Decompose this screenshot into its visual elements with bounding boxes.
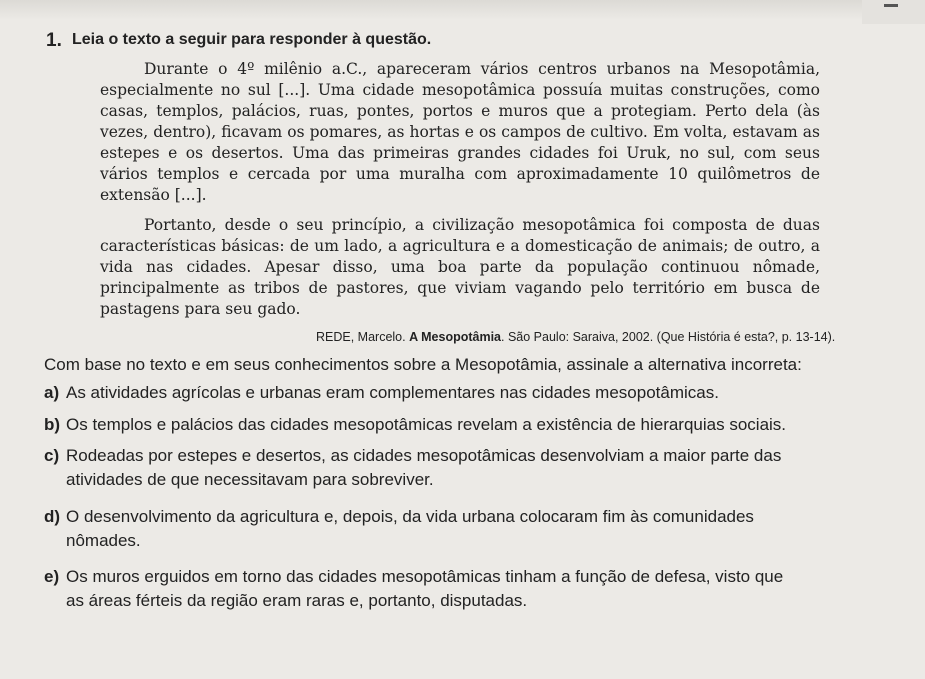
passage-paragraph-2: Portanto, desde o seu princípio, a civilização mesopotâmica foi composta de duas características básicas: de um lado, a agricultura e a domesticação de animais; de outro, a vida nas cidades. Apesar disso, uma boa parte da população continuou nômade, principalmente as tribos de pastores, que viviam vagando pelo território em busca de pastagens para seu gado.	[100, 216, 820, 318]
option-text-continued: as áreas férteis da região eram raras e, portanto, disputadas.	[66, 591, 528, 610]
option-letter: e)	[44, 567, 60, 586]
question-number: 1.	[46, 30, 62, 51]
corner-mark	[862, 0, 925, 24]
option-letter: d)	[44, 507, 61, 526]
source-title: A Mesopotâmia	[409, 330, 502, 344]
option-text: Os muros erguidos em torno das cidades mesopotâmicas tinham a função de defesa, visto que	[66, 567, 784, 586]
question-intro: Leia o texto a seguir para responder à questão.	[72, 31, 432, 48]
source-details: . São Paulo: Saraiva, 2002. (Que História é esta?, p. 13-14).	[501, 330, 836, 344]
previous-page-edge	[0, 0, 925, 20]
option-text: O desenvolvimento da agricultura e, depois, da vida urbana colocaram fim às comunidades	[66, 507, 754, 526]
option-letter: a)	[44, 383, 60, 402]
source-citation	[316, 330, 835, 344]
option-b[interactable]	[44, 413, 889, 437]
option-text: Os templos e palácios das cidades mesopotâmicas revelam a existência de hierarquias sociais.	[66, 415, 787, 434]
option-a[interactable]	[44, 381, 889, 405]
option-text: As atividades agrícolas e urbanas eram complementares nas cidades mesopotâmicas.	[66, 383, 719, 402]
option-e[interactable]	[44, 565, 889, 613]
option-text: Rodeadas por estepes e desertos, as cidades mesopotâmicas desenvolviam a maior parte das	[66, 446, 782, 465]
source-author: REDE, Marcelo.	[316, 330, 406, 344]
question-prompt: Com base no texto e em seus conhecimentos sobre a Mesopotâmia, assinale a alternativa incorreta:	[44, 355, 802, 374]
option-c[interactable]	[44, 444, 889, 492]
option-text-continued: nômades.	[66, 531, 141, 550]
passage-paragraph-1: Durante o 4º milênio a.C., apareceram vários centros urbanos na Mesopotâmia, especialmente no sul [...]. Uma cidade mesopotâmica possuía muitas construções, como casas, templos, palácios, ruas, pontes, portos e muros que a protegiam. Perto dela (às vezes, dentro), ficavam os pomares, as hortas e os campos de cultivo. Em volta, estavam as estepes e os desertos. Uma das primeiras grandes cidades foi Uruk, no sul, com seus vários templos e cercada por uma muralha com aproximadamente 10 quilômetros de extensão [...].	[100, 60, 820, 204]
option-text-continued: atividades de que necessitavam para sobreviver.	[66, 470, 434, 489]
option-d[interactable]	[44, 505, 889, 553]
option-letter: b)	[44, 415, 61, 434]
option-letter: c)	[44, 446, 60, 465]
